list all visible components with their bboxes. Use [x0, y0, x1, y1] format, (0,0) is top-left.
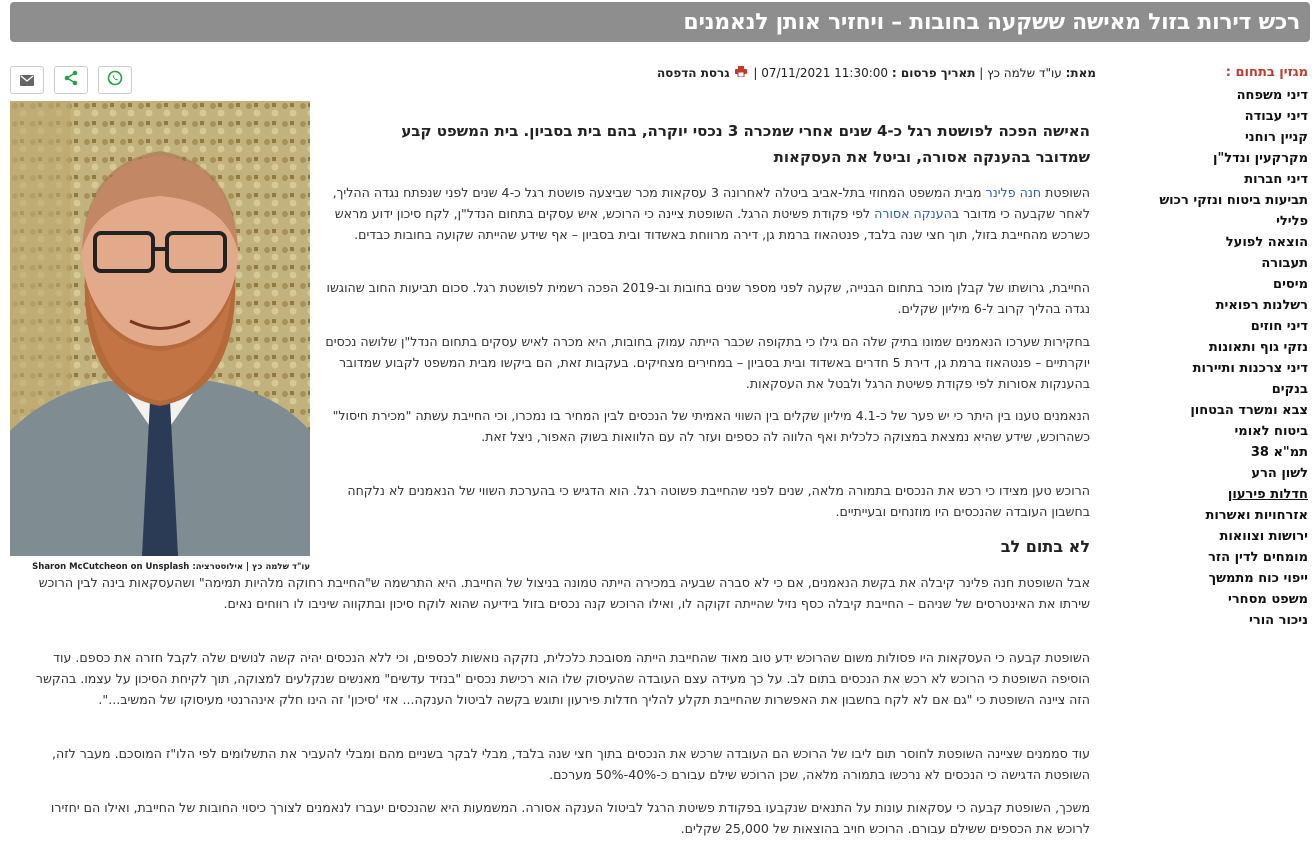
sidebar-item-corporate-law[interactable]: דיני חברות [1244, 172, 1308, 187]
sidebar-item-citizenship-visas[interactable]: אזרחויות ואשרות [1205, 508, 1308, 523]
article-paragraph: בחקירות שערכו הנאמנים שמונו בתיק שלה הם גילו כי בתקופה שכבר הייתה עמוק בחובות, היא מכרה לאיש עסקים בתחום הנדל"ן שלושה נכסים יוקרתיים – פנטהאוז ברמת גן, דירת 5 חדרים באשדוד ובית בסביון – במחירים מצחיקים. בעקבות זאת, הם ביקשו מבית המשפט לקבוע שמדובר בהענקות אסורות לפי פקודת פשיטת הרגל ולבטל את העסקאות. [325, 334, 1090, 391]
print-version-link[interactable]: גרסת הדפסה [656, 66, 730, 80]
article-paragraph: עוד סממנים שציינה השופטת לחוסר תום ליבו של הרוכש הם העובדה שרכש את הנכסים בתוך חצי שנה בלבד, מבלי לבקר בשניים מהם ומבלי להעביר את התשלומים לפי הלו"ז המוסכם. מעבר לזה, השופטת הדגישה כי הנכסים לא נרכשו בתמורה מלאה, שכן הרוכש שילם עבורם כ-40%-50% מערכם. [51, 746, 1090, 782]
sidebar-item-consumer-tourism[interactable]: דיני צרכנות ותיירות [1192, 361, 1308, 376]
sidebar-item-family-law[interactable]: דיני משפחה [1236, 88, 1308, 103]
sidebar-item-traffic[interactable]: תעבורה [1261, 256, 1308, 271]
article-paragraph: הרוכש טען מצידו כי רכש את הנכסים בתמורה מלאה, שנים לפני שהחייבת פשוטה רגל. הוא הדגיש כי בהערכת השווי של הנאמנים לא נלקחה בחשבון העובדה שהנכסים היו מוזנחים ובעייתיים. [347, 483, 1090, 519]
author-photo [10, 101, 310, 556]
author-name: עו"ד שלמה כץ [987, 66, 1062, 80]
sidebar-item-insurance-claims[interactable]: תביעות ביטוח ונזקי רכוש [1159, 193, 1308, 208]
page-title: רכש דירות בזול מאישה ששקעה בחובות – ויחזיר אותן לנאמנים [683, 9, 1300, 35]
article-paragraph [320, 182, 1090, 245]
meta-separator: | [979, 66, 984, 80]
sidebar-item-medical-negligence[interactable]: רשלנות רפואית [1215, 298, 1308, 313]
sidebar-item-power-of-attorney[interactable]: ייפוי כוח מתמשך [1208, 571, 1308, 586]
sidebar-item-enforcement[interactable]: הוצאה לפועל [1225, 235, 1308, 250]
article-meta [657, 66, 1096, 80]
article-paragraph: הנאמנים טענו בין היתר כי יש פער של כ-4.1 מיליון שקלים בין השווי האמיתי של הנכסים לבין המחיר בו נמכרו, וכי החייבת עשתה "מכירת חיסול" כשהרוכש, שידע שהיא נמצאת במצוקה כלכלית ואף הלווה לה כספים ועזר לה עם הלוואות בשוק האפור, ניצל זאת. [332, 408, 1090, 444]
sidebar-item-army-defense[interactable]: צבא ומשרד הבטחון [1190, 403, 1308, 418]
sidebar-item-national-insurance[interactable]: ביטוח לאומי [1234, 424, 1308, 439]
paragraph-text: השופטת [1041, 185, 1090, 200]
judge-link[interactable]: חנה פלינר [985, 185, 1042, 200]
sidebar-item-labor-law[interactable]: דיני עבודה [1244, 109, 1308, 124]
sidebar-item-criminal[interactable]: פלילי [1276, 214, 1308, 229]
sidebar-item-real-estate[interactable]: מקרקעין ונדל"ן [1213, 151, 1308, 166]
article-lead: האישה הפכה לפושטת רגל כ-4 שנים אחרי שמכרה 3 נכסי יוקרה, בהם בית בסביון. בית המשפט קבע שמדובר בהענקה אסורה, וביטל את העסקאות [401, 122, 1090, 166]
section-heading: לא בתום לב [1000, 537, 1090, 556]
title-bar [10, 2, 1310, 42]
publish-date: 07/11/2021 11:30:00 [761, 66, 889, 80]
print-icon[interactable] [735, 66, 747, 80]
sidebar-item-intellectual-property[interactable]: קניין רוחני [1244, 130, 1308, 145]
sidebar-item-tama38[interactable]: תמ"א 38 [1250, 445, 1308, 460]
share-bar [10, 66, 132, 94]
share-icon [63, 70, 79, 90]
photo-caption: עו"ד שלמה כץ | אילוסטרציה: Sharon McCutcheon on Unsplash [32, 562, 310, 572]
paragraph-text: לפי פקודת פשיטת הרגל. השופטת ציינה כי הרוכש, איש עסקים בתחום הנדל"ן, לקח סיכון ידוע מראש כשרכש מהחייבת בזול, תוך חצי שנה בלבד, פנטהאוז ברמת גן, דירה מרווחת באשדוד ובית בסביון – אף שידע שהייתה שקועה בחובות כבדים. [334, 206, 1090, 242]
sidebar-item-foreign-law-experts[interactable]: מומחים לדין הזר [1208, 550, 1308, 565]
sidebar-item-taxes[interactable]: מיסים [1273, 277, 1308, 292]
sidebar-item-inheritance-wills[interactable]: ירושות וצוואות [1219, 529, 1308, 544]
whatsapp-icon [107, 70, 123, 90]
sidebar-heading: מגזין בתחום : [1225, 65, 1308, 80]
sidebar-item-commercial-law[interactable]: משפט מסחרי [1228, 592, 1308, 607]
whatsapp-button[interactable] [98, 66, 132, 94]
paragraph-text: מבית המשפט המחוזי בתל-אביב ביטלה לאחרונה 3 עסקאות מכר שביצעה פושטת רגל כ-4 שנים לפני שנפתח נגדה ההליך, לאחר שקבעה כי מדובר ב [332, 185, 1090, 221]
article-paragraph: החייבת, גרושתו של קבלן מוכר בתחום הבנייה, שקעה לפני מספר שנים בחובות וב-2019 הפכה רשמית לפושטת רגל. סכום תביעות החוב שהוגשו נגדה בהליך קרוב ל-6 מיליון שקלים. [326, 280, 1090, 316]
sidebar-item-defamation[interactable]: לשון הרע [1251, 466, 1308, 481]
sidebar-item-banks[interactable]: בנקים [1271, 382, 1308, 397]
sidebar-item-parental-alienation[interactable]: ניכור הורי [1249, 613, 1308, 628]
date-label: תאריך פרסום : [891, 66, 976, 80]
article-paragraph: אבל השופטת חנה פלינר קיבלה את בקשת הנאמנים, אם כי לא סברה שבעיה במכירה הייתה טמונה בניצול של החייבת. היא התרשמה ש"החייבת רחוקה מלהיות תמימה" ושהעסקאות בינה לבין הרוכש שירתו את האינטרסים של שניהם – החייבת קיבלה כסף נזיל שהייתה זקוקה לו, ואילו הרוכש קנה נכסים בזול בידיעה שהוא לוקח סיכון ובתקווה שיניבו לו רווחים נאים. [38, 575, 1090, 611]
sidebar-item-contracts[interactable]: דיני חוזים [1250, 319, 1308, 334]
article-paragraph: השופטת קבעה כי העסקאות היו פסולות משום שהרוכש ידע טוב מאוד שהחייבת הייתה מסובכת כלכלית, נזקקה נואשות לכספים, וכי ללא הנכסים יהיה קשה לנושים שלה לקבל חזרה את כספם. עוד הוסיפה השופטת כי הרוכש לא רכש את הנכסים בתום לב. על כך מעידה עצם העובדה שהעיסוק שלו הוא רכישת נכסים "בנזיד עדשים" מאנשים שנקלעים למצוקה, תוך לקיחת הסיכון על עצמו. בהקשר הזה ציינה השופטת כי "גם אם לא לקח בחשבון את האפשרות שהחייבת תקלע להליך חדלות פירעון ותוגש בקשה לביטול הענקה... אזי 'סיכון' זה הינו חלק אינהרנטי מעיסוקו של המשיב...". [35, 650, 1090, 707]
sidebar-item-personal-injury[interactable]: נזקי גוף ותאונות [1208, 340, 1308, 355]
sidebar [1138, 62, 1308, 631]
author-label: מאת: [1065, 66, 1096, 80]
meta-separator: | [753, 66, 758, 80]
sidebar-item-insolvency[interactable]: חדלות פירעון [1227, 487, 1308, 502]
mail-button[interactable] [10, 66, 44, 94]
prohibited-grant-link[interactable]: הענקה אסורה [874, 206, 952, 221]
mail-icon [20, 71, 34, 90]
article-paragraph: משכך, השופטת קבעה כי עסקאות עונות על התנאים שנקבעו בפקודת פשיטת הרגל לביטול הענקה אסורה. המשמעות היא שהנכסים יעברו לנאמנים לצורך כיסוי החובות של החייבת, ואילו הם יחזירו לרוכש את הכספים ששילם עבורם. הרוכש חויב בהוצאות של 25,000 שקלים. [50, 800, 1090, 836]
share-button[interactable] [54, 66, 88, 94]
